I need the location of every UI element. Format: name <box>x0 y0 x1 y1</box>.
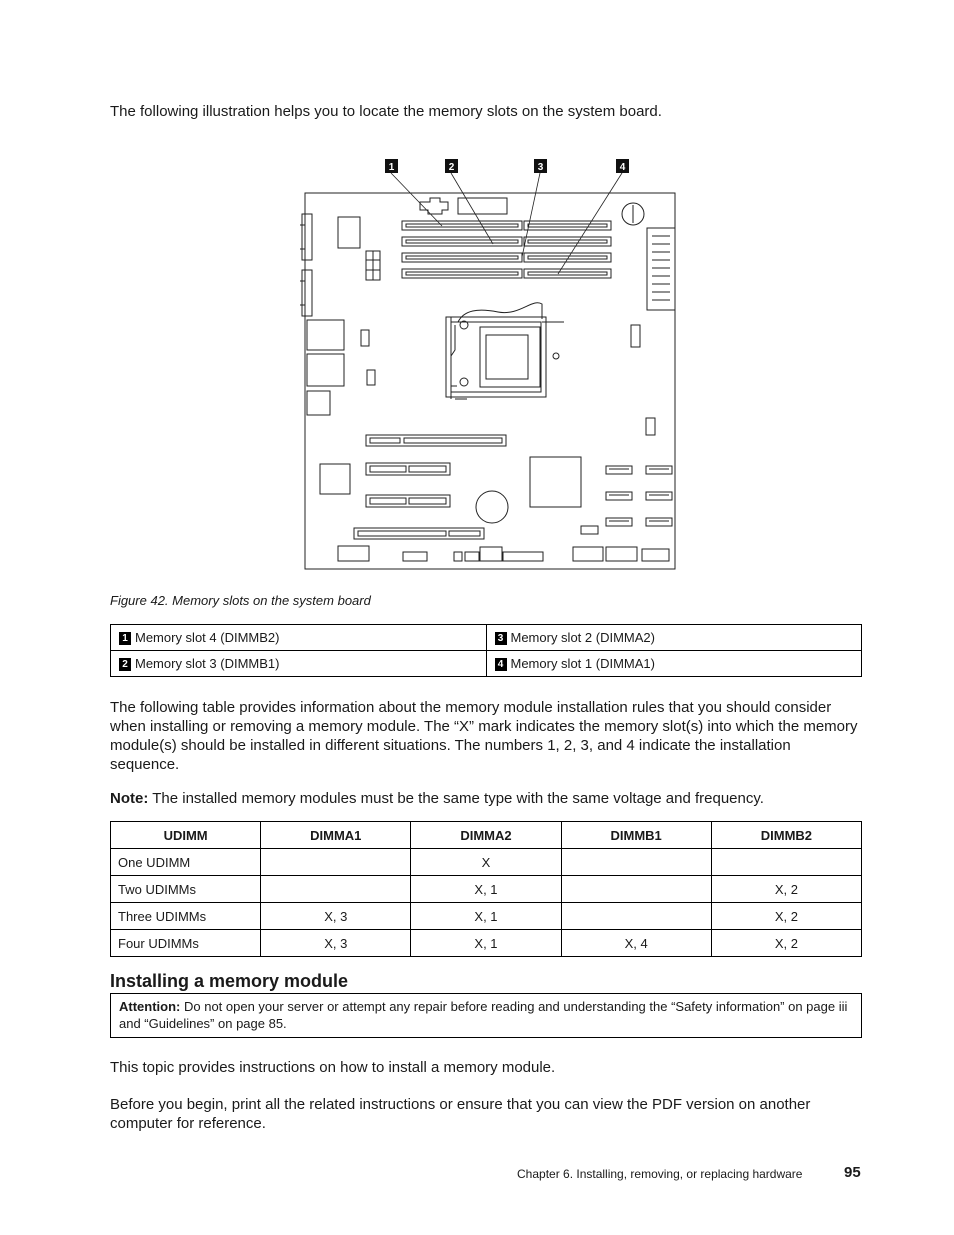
legend-cell <box>486 651 862 677</box>
legend-label: Memory slot 4 (DIMMB2) <box>135 629 280 645</box>
legend-cell <box>111 651 487 677</box>
table-cell: Four UDIMMs <box>111 930 261 957</box>
note-label: Note: <box>110 790 149 807</box>
table-cell <box>261 876 411 903</box>
table-cell: X, 2 <box>711 876 861 903</box>
callout-number: 1 <box>119 632 131 645</box>
attention-label: Attention: <box>119 999 181 1014</box>
before-you-begin-text: Before you begin, print all the related instructions or ensure that you can view the PDF version on another computer for reference. <box>110 1096 811 1132</box>
table-row <box>111 849 862 876</box>
legend-cell <box>111 625 487 651</box>
rules-intro-text: The following table provides information about the memory module installation rules that you should consider when installing or removing a memory module. The “X” mark indicates the memory slot(s) into which the memory module(s) should be installed in different situations. The numbers 1, 2, 3, and 4 indicate the installation sequence. <box>110 699 858 773</box>
table-cell <box>561 876 711 903</box>
memory-rules-table <box>110 821 862 957</box>
callout-legend-table <box>110 624 862 677</box>
table-row <box>111 625 862 651</box>
table-cell: X, 2 <box>711 930 861 957</box>
table-cell: X, 1 <box>411 930 561 957</box>
note-text: The installed memory modules must be the same type with the same voltage and frequency. <box>148 790 764 807</box>
table-cell <box>561 849 711 876</box>
svg-text:2: 2 <box>448 162 455 173</box>
note-paragraph <box>110 789 858 808</box>
table-row <box>111 651 862 677</box>
table-cell: X, 2 <box>711 903 861 930</box>
column-header: UDIMM <box>111 822 261 849</box>
table-row <box>111 903 862 930</box>
svg-text:4: 4 <box>619 162 626 173</box>
table-cell <box>561 903 711 930</box>
section-title: Installing a memory module <box>110 971 349 991</box>
callout-3 <box>534 159 547 173</box>
callout-4 <box>616 159 629 173</box>
intro-text: The following illustration helps you to locate the memory slots on the system board. <box>110 103 662 120</box>
table-cell: X, 1 <box>411 876 561 903</box>
legend-label: Memory slot 2 (DIMMA2) <box>510 629 655 645</box>
callout-number: 2 <box>119 658 131 671</box>
table-cell: X <box>411 849 561 876</box>
column-header: DIMMB2 <box>711 822 861 849</box>
table-cell: Three UDIMMs <box>111 903 261 930</box>
table-cell: Two UDIMMs <box>111 876 261 903</box>
page-number: 95 <box>844 1164 861 1181</box>
legend-cell <box>486 625 862 651</box>
table-row <box>111 876 862 903</box>
table-row <box>111 930 862 957</box>
table-cell <box>261 849 411 876</box>
column-header: DIMMA1 <box>261 822 411 849</box>
table-cell: X, 1 <box>411 903 561 930</box>
table-cell: X, 3 <box>261 930 411 957</box>
attention-text: Do not open your server or attempt any repair before reading and understanding the “Safety information” on page iii and “Guidelines” on page 85. <box>119 999 848 1031</box>
callout-number: 4 <box>495 658 507 671</box>
table-cell <box>711 849 861 876</box>
callout-1 <box>385 159 398 173</box>
table-cell: One UDIMM <box>111 849 261 876</box>
table-cell: X, 4 <box>561 930 711 957</box>
callout-number: 3 <box>495 632 507 645</box>
legend-label: Memory slot 3 (DIMMB1) <box>135 655 280 671</box>
svg-text:1: 1 <box>388 162 395 173</box>
column-header: DIMMA2 <box>411 822 561 849</box>
table-header-row <box>111 822 862 849</box>
legend-label: Memory slot 1 (DIMMA1) <box>510 655 655 671</box>
svg-text:3: 3 <box>537 162 544 173</box>
topic-text: This topic provides instructions on how to install a memory module. <box>110 1059 556 1076</box>
table-cell: X, 3 <box>261 903 411 930</box>
attention-box <box>110 993 862 1038</box>
column-header: DIMMB1 <box>561 822 711 849</box>
footer-chapter: Chapter 6. Installing, removing, or replacing hardware <box>517 1167 803 1181</box>
system-board-illustration <box>300 150 690 575</box>
figure-caption: Figure 42. Memory slots on the system board <box>110 593 371 608</box>
callout-2 <box>445 159 458 173</box>
